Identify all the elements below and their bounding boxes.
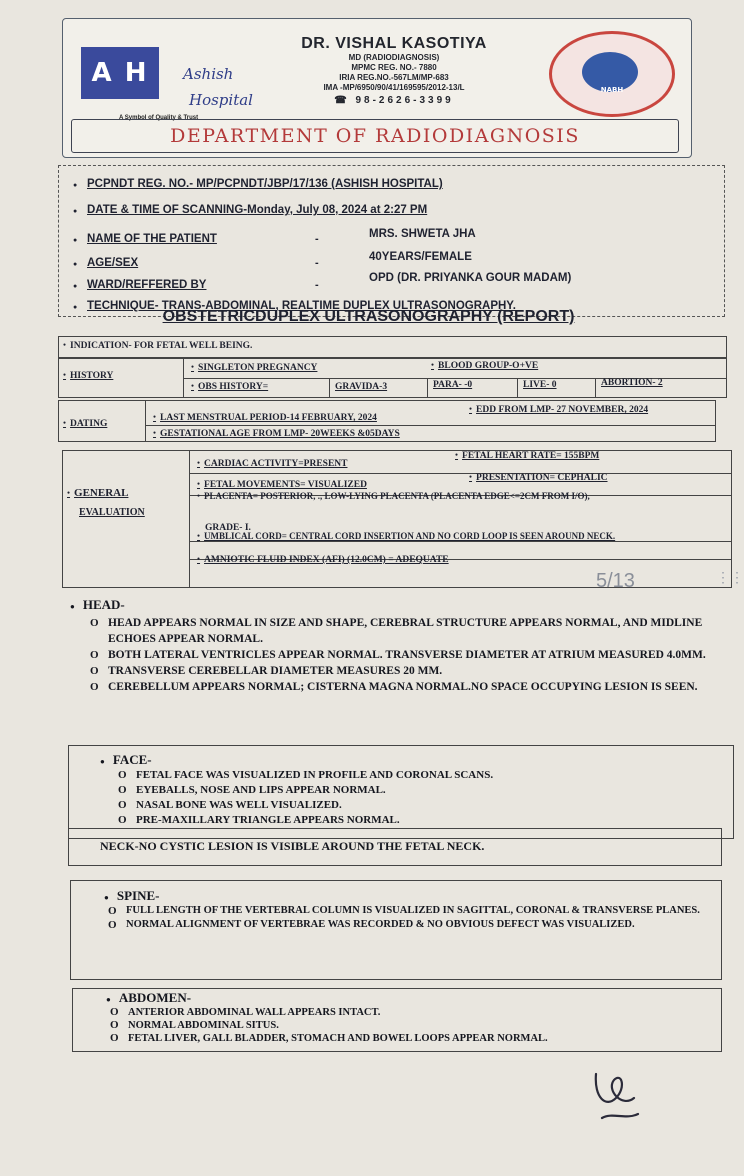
phone-number: ☎ 98-2626-3399 xyxy=(334,95,454,106)
spine-finding-2: O NORMAL ALIGNMENT OF VERTEBRAE WAS RECORDED & NO OBVIOUS DEFECT WAS VISUALIZED. xyxy=(104,918,704,932)
placenta-text-1: ● PLACENTA= POSTERIOR, ., LOW-LYING PLACENTA (PLACENTA EDGE<=2CM FROM I/O), xyxy=(197,491,590,501)
lmp-text: ● LAST MENSTRUAL PERIOD-14 FEBRUARY, 2024 xyxy=(153,413,377,423)
dating-label: ● DATING xyxy=(63,419,107,429)
evaluation-label: EVALUATION xyxy=(79,507,145,518)
abortion-divider xyxy=(595,378,596,397)
abortion-text: ABORTION- 2 xyxy=(601,378,663,388)
ima-reg: IMA -MP/6950/90/41/169595/2012-13/L xyxy=(323,83,465,92)
abdomen-finding-1: O ANTERIOR ABDOMINAL WALL APPEARS INTACT. xyxy=(106,1006,706,1019)
page-menu-icon[interactable]: ⋮⋮ xyxy=(716,571,744,586)
nabh-seal-icon xyxy=(549,31,675,117)
para-divider xyxy=(427,378,428,397)
abdomen-finding-2: O NORMAL ABDOMINAL SITUS. xyxy=(106,1019,706,1032)
head-title: ● HEAD- xyxy=(70,597,720,613)
history-label: ● HISTORY xyxy=(63,371,113,381)
signature-icon xyxy=(592,1068,642,1128)
mpmc-reg: MPMC REG. NO.- 7880 xyxy=(351,63,437,72)
patient-name-value: MRS. SHWETA JHA xyxy=(369,228,476,240)
seal-text: NABH xyxy=(600,86,624,94)
patient-dash: - xyxy=(315,233,319,245)
age-sex-value: 40YEARS/FEMALE xyxy=(369,251,472,263)
indication-text: ● INDICATION- FOR FETAL WELL BEING. xyxy=(63,341,252,351)
para-text: PARA- -0 xyxy=(433,380,473,390)
general-hline-1 xyxy=(189,473,731,474)
page-indicator[interactable]: 5/13 xyxy=(596,570,635,592)
hospital-name-line1: Ashish xyxy=(183,65,234,83)
blood-group-text: ● BLOOD GROUP-O+VE xyxy=(431,361,538,371)
general-evaluation-box xyxy=(62,450,732,588)
face-finding-1: O FETAL FACE WAS VISUALIZED IN PROFILE AND CORONAL SCANS. xyxy=(114,768,720,783)
age-sex-line: ● AGE/SEX xyxy=(75,257,138,269)
gravida-divider xyxy=(329,378,330,397)
doctor-qualification: MD (RADIODIAGNOSIS) xyxy=(348,53,440,62)
face-section xyxy=(100,752,720,828)
fhr-text: ● FETAL HEART RATE= 155BPM xyxy=(455,451,599,461)
edd-text: ● EDD FROM LMP- 27 NOVEMBER, 2024 xyxy=(469,405,648,415)
face-finding-2: O EYEBALLS, NOSE AND LIPS APPEAR NORMAL. xyxy=(114,783,720,798)
scan-date-line: ● DATE & TIME OF SCANNING-Monday, July 08, 2024 at 2:27 PM xyxy=(75,204,427,216)
gravida-text: GRAVIDA-3 xyxy=(335,382,388,392)
neck-finding: NECK-NO CYSTIC LESION IS VISIBLE AROUND THE FETAL NECK. xyxy=(100,839,485,853)
doctor-name: DR. VISHAL KASOTIYA xyxy=(301,35,487,52)
movements-text: ● FETAL MOVEMENTS= VISUALIZED xyxy=(197,480,367,490)
obs-history-label: ● OBS HISTORY= xyxy=(191,382,268,392)
patient-info-box xyxy=(58,165,725,317)
report-title: OBSTETRICDUPLEX ULTRASONOGRAPHY (REPORT) xyxy=(162,308,575,325)
head-finding-1: O HEAD APPEARS NORMAL IN SIZE AND SHAPE, CEREBRAL STRUCTURE APPEARS NORMAL, AND MIDLINE ECHOES APPEAR NORMAL. xyxy=(86,615,720,647)
letterhead xyxy=(62,18,692,158)
hospital-tagline: A Symbol of Quality & Trust xyxy=(119,115,199,121)
abdomen-section xyxy=(106,990,706,1045)
presentation-text: ● PRESENTATION= CEPHALIC xyxy=(469,473,608,483)
cardiac-text: ● CARDIAC ACTIVITY=PRESENT xyxy=(197,459,347,469)
head-finding-4: O CEREBELLUM APPEARS NORMAL; CISTERNA MAGNA NORMAL.NO SPACE OCCUPYING LESION IS SEEN. xyxy=(86,679,720,695)
gestational-age-text: ● GESTATIONAL AGE FROM LMP- 20WEEKS &05DAYS xyxy=(153,429,400,439)
patient-name-line: ● NAME OF THE PATIENT xyxy=(75,233,217,245)
dating-hline xyxy=(145,425,715,426)
spine-finding-1: O FULL LENGTH OF THE VERTEBRAL COLUMN IS VISUALIZED IN SAGITTAL, CORONAL & TRANSVERSE PLANES. xyxy=(104,904,704,918)
technique-line: ● TECHNIQUE- TRANS-ABDOMINAL, REALTIME DUPLEX ULTRASONOGRAPHY. xyxy=(75,300,516,312)
head-finding-3: O TRANSVERSE CEREBELLAR DIAMETER MEASURES 20 MM. xyxy=(86,663,720,679)
indication-row xyxy=(58,336,727,358)
cord-text: ● UMBLICAL CORD= CENTRAL CORD INSERTION AND NO CORD LOOP IS SEEN AROUND NECK. xyxy=(197,531,615,541)
hospital-name-line2: Hospital xyxy=(189,91,253,109)
face-finding-4: O PRE-MAXILLARY TRIANGLE APPEARS NORMAL. xyxy=(114,813,720,828)
head-finding-2: O BOTH LATERAL VENTRICLES APPEAR NORMAL. TRANSVERSE DIAMETER AT ATRIUM MEASURED 4.0MM. xyxy=(86,647,720,663)
afi-text: ● AMNIOTIC FLUID INDEX (AFI) (12.0CM) = ADEQUATE xyxy=(197,555,449,565)
ward-line: ● WARD/REFFERED BY xyxy=(75,279,206,291)
hospital-logo: A H xyxy=(81,47,159,99)
abdomen-title: ● ABDOMEN- xyxy=(106,990,706,1006)
pcpndt-line: ● PCPNDT REG. NO.- MP/PCPNDT/JBP/17/136 (ASHISH HOSPITAL) xyxy=(75,178,443,190)
dating-row xyxy=(58,400,716,442)
abdomen-finding-3: O FETAL LIVER, GALL BLADDER, STOMACH AND BOWEL LOOPS APPEAR NORMAL. xyxy=(106,1032,706,1045)
head-section xyxy=(70,597,720,695)
spine-title: ● SPINE- xyxy=(104,888,704,904)
ward-value: OPD (DR. PRIYANKA GOUR MADAM) xyxy=(369,272,572,284)
live-text: LIVE- 0 xyxy=(523,380,557,390)
live-divider xyxy=(517,378,518,397)
dating-divider xyxy=(145,401,146,441)
department-title: DEPARTMENT OF RADIODIAGNOSIS xyxy=(71,119,679,153)
general-hline-3 xyxy=(189,541,731,542)
spine-section xyxy=(104,888,704,932)
general-label: ● GENERAL xyxy=(67,487,128,499)
face-finding-3: O NASAL BONE WAS WELL VISUALIZED. xyxy=(114,798,720,813)
iria-reg: IRIA REG.NO.-567LM/MP-683 xyxy=(339,73,449,82)
ward-dash: - xyxy=(315,279,319,291)
face-title: ● FACE- xyxy=(100,752,720,768)
age-dash: - xyxy=(315,257,319,269)
doctor-details xyxy=(259,35,529,106)
singleton-text: ● SINGLETON PREGNANCY xyxy=(191,363,317,373)
placenta-text-2: GRADE- I. xyxy=(205,523,251,533)
history-row xyxy=(58,358,727,398)
general-divider xyxy=(189,451,190,587)
